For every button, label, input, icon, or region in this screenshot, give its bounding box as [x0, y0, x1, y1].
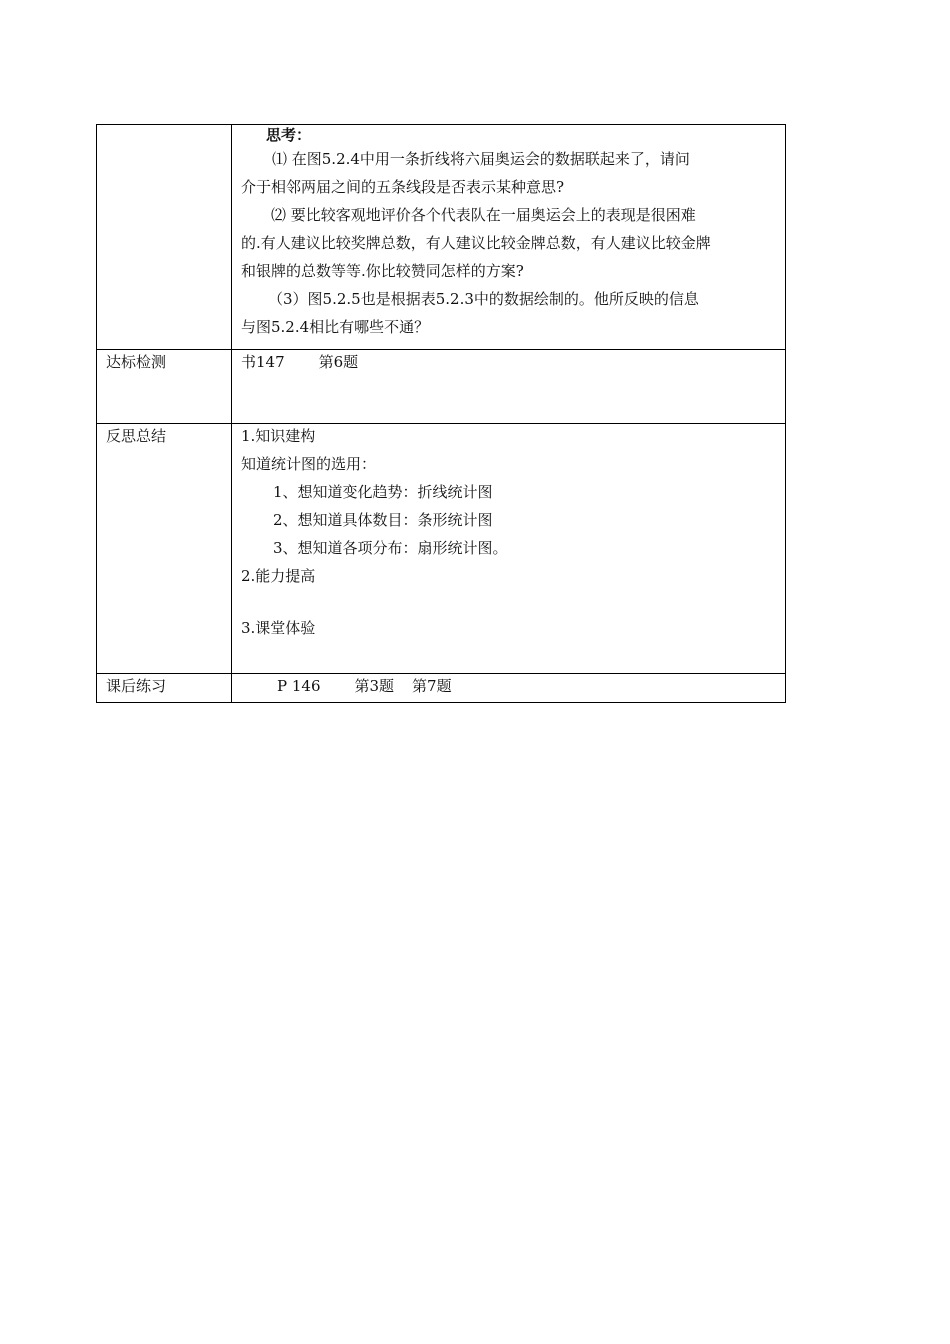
check-assignment: [241, 352, 777, 372]
check-problem: 第6题: [318, 353, 359, 371]
think-row: [97, 125, 786, 350]
check-label-cell: [97, 350, 232, 424]
question-2-line-3: 和银牌的总数等等.你比较赞同怎样的方案?: [241, 262, 524, 280]
homework-assignment: [241, 676, 777, 696]
check-label: 达标检测: [106, 353, 167, 371]
summary-list-item: 2、想知道具体数目：条形统计图: [273, 511, 493, 529]
think-label-cell: [97, 125, 232, 350]
homework-page: P 146: [277, 677, 321, 695]
question-3-line-1: （3）图5.2.5也是根据表5.2.3中的数据绘制的。他所反映的信息: [268, 290, 699, 308]
think-content-cell: [232, 125, 786, 350]
summary-item-1: 1.知识建构: [241, 427, 316, 445]
think-title: 思考：: [266, 126, 312, 144]
lesson-table: [96, 124, 786, 703]
summary-content-cell: [232, 424, 786, 674]
homework-problem-b: 第7题: [412, 677, 452, 695]
summary-label: 反思总结: [106, 427, 167, 445]
question-1-line-2: 介于相邻两届之间的五条线段是否表示某种意思?: [241, 178, 565, 196]
summary-label-cell: [97, 424, 232, 674]
check-book: 书147: [241, 353, 285, 371]
homework-row: [97, 674, 786, 703]
check-content-cell: [232, 350, 786, 424]
question-3-line-2: 与图5.2.4相比有哪些不通？: [241, 318, 430, 336]
summary-intro: 知道统计图的选用：: [241, 455, 377, 473]
homework-content-cell: [232, 674, 786, 703]
question-1-line-1: ⑴ 在图5.2.4中用一条折线将六届奥运会的数据联起来了，请问: [272, 150, 690, 168]
summary-list-item: 3、想知道各项分布：扇形统计图。: [273, 539, 508, 557]
summary-list-item: 1、想知道变化趋势：折线统计图: [273, 483, 493, 501]
homework-problem-a: 第3题: [354, 677, 395, 695]
summary-item-2: 2.能力提高: [241, 567, 316, 585]
homework-label-cell: [97, 674, 232, 703]
question-2-line-1: ⑵ 要比较客观地评价各个代表队在一届奥运会上的表现是很困难: [271, 206, 696, 224]
check-row: [97, 350, 786, 424]
summary-item-3: 3.课堂体验: [241, 619, 316, 637]
homework-label: 课后练习: [106, 677, 167, 695]
summary-row: [97, 424, 786, 674]
question-2-line-2: 的.有人建议比较奖牌总数，有人建议比较金牌总数，有人建议比较金牌: [241, 234, 711, 252]
